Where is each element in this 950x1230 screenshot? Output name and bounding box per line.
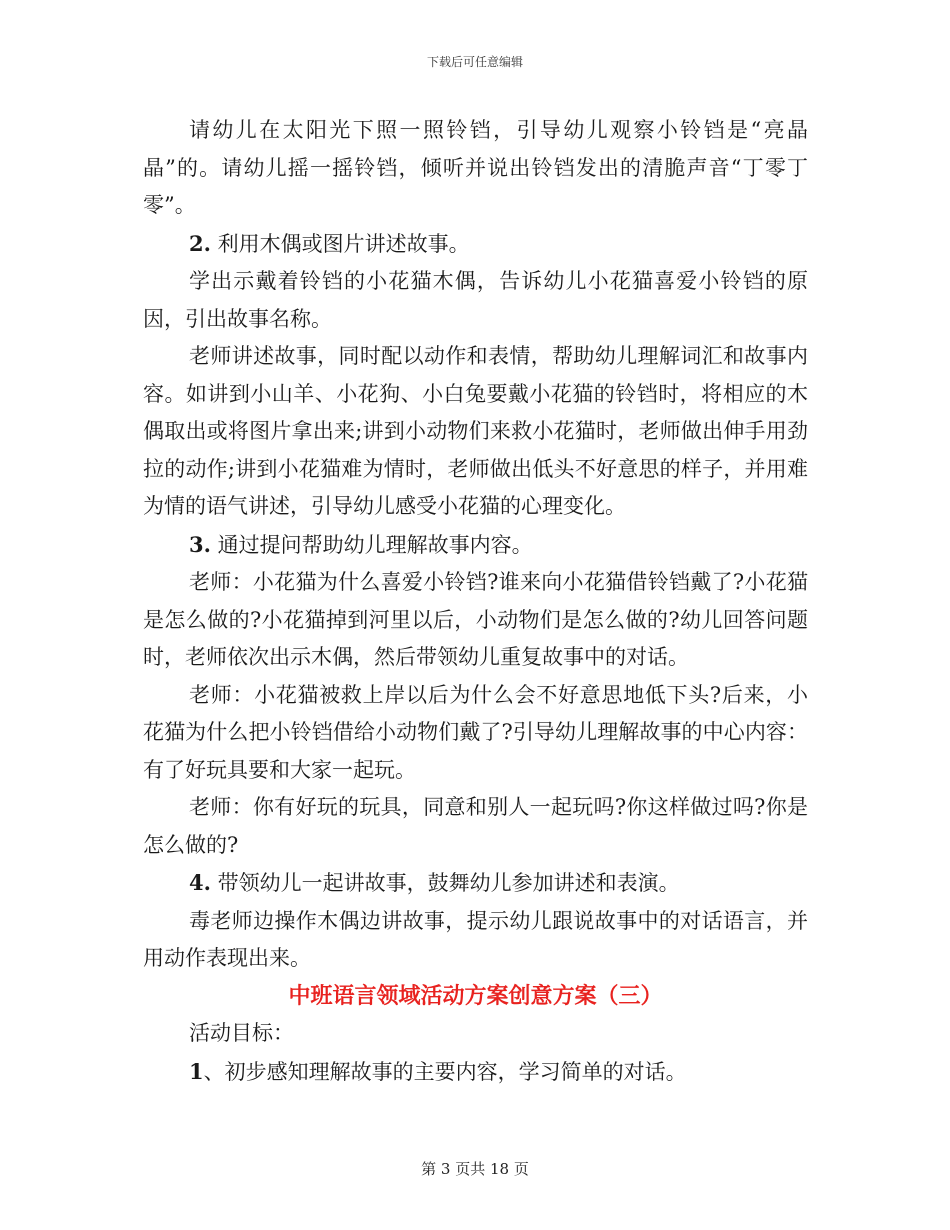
paragraph-activity-goals-label: 活动目标： xyxy=(189,1021,294,1045)
goal-text: 、初步感知理解故事的主要内容，学习简单的对话。 xyxy=(203,1059,687,1084)
document-body xyxy=(143,112,808,1091)
page-header: 下载后可任意编辑 xyxy=(426,55,523,69)
paragraph-questions-2: 老师：小花猫被救上岸以后为什么会不好意思地低下头?后来，小花猫为什么把小铃铛借给小动物们戴了?引导幼儿理解故事的中心内容：有了好玩具要和大家一起玩。 xyxy=(143,682,808,782)
paragraph-story-telling: 老师讲述故事，同时配以动作和表情，帮助幼儿理解词汇和故事内容。如讲到小山羊、小花狗、小白兔要戴小花猫的铃铛时，将相应的木偶取出或将图片拿出来;讲到小动物们来救小花猫时，老师做出伸手用劲拉的动作;讲到小花猫难为情时，老师做出低头不好意思的样子，并用难为情的语气讲述，引导幼儿感受小花猫的心理变化。 xyxy=(143,344,808,518)
paragraph-puppet-intro: 学出示戴着铃铛的小花猫木偶，告诉幼儿小花猫喜爱小铃铛的原因，引出故事名称。 xyxy=(143,269,808,331)
paragraph-questions-1: 老师：小花猫为什么喜爱小铃铛?谁来向小花猫借铃铛戴了?小花猫是怎么做的?小花猫掉到河里以后，小动物们是怎么做的?幼儿回答问题时，老师依次出示木偶，然后带领幼儿重复故事中的对话。 xyxy=(143,570,808,669)
step-number: 3. xyxy=(189,531,211,557)
step-text: 通过提问帮助幼儿理解故事内容。 xyxy=(217,532,533,557)
section-title: 中班语言领域活动方案创意方案（三） xyxy=(288,983,663,1009)
goal-number: 1 xyxy=(189,1058,204,1084)
paragraph-questions-3: 老师：你有好玩的玩具，同意和别人一起玩吗?你这样做过吗?你是怎么做的? xyxy=(143,795,808,857)
step-text: 带领幼儿一起讲故事，鼓舞幼儿参加讲述和表演。 xyxy=(217,871,680,895)
paragraph-bell-observation: 请幼儿在太阳光下照一照铃铛，引导幼儿观察小铃铛是“亮晶晶”的。请幼儿摇一摇铃铛，倾听并说出铃铛发出的清脆声音“丁零丁零”。 xyxy=(143,118,808,217)
step-text: 利用木偶或图片讲述故事。 xyxy=(217,231,470,256)
goal-item-1 xyxy=(143,1053,808,1092)
step-heading-2 xyxy=(143,225,808,264)
paragraph-retelling: 毒老师边操作木偶边讲故事，提示幼儿跟说故事中的对话语言，并用动作表现出来。 xyxy=(143,908,808,970)
step-number: 4. xyxy=(189,870,211,895)
step-heading-3 xyxy=(143,526,808,565)
step-heading-4 xyxy=(143,864,808,903)
page-footer: 第 3 页共 18 页 xyxy=(421,1160,529,1178)
step-number: 2. xyxy=(189,230,211,256)
